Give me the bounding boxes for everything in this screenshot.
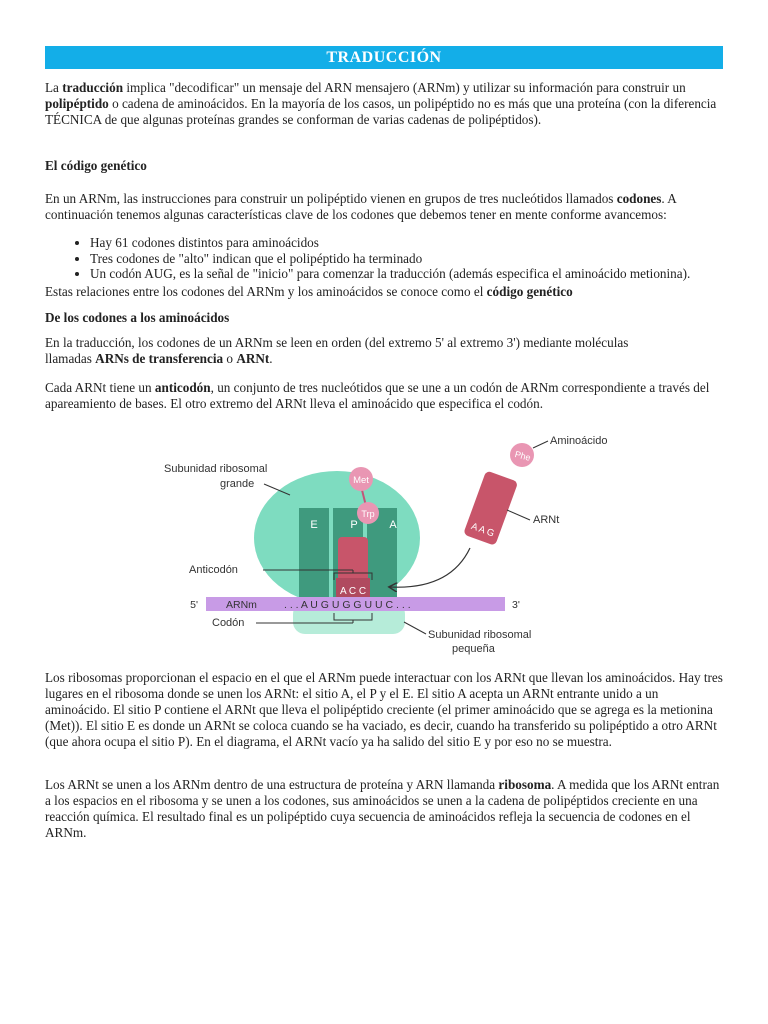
section-heading-codones-aminoacidos: De los codones a los aminoácidos bbox=[45, 310, 230, 325]
aminoacid-leader bbox=[533, 441, 548, 448]
large-subunit-label-2: grande bbox=[220, 478, 255, 490]
intro-text-3: o cadena de aminoácidos. En la mayoría de los casos, un polipéptido no es más que una proteína (con la diferencia TÉCNICA de que algunas proteínas grandes se conforman de varias cadenas de polipéptidos). bbox=[45, 96, 717, 127]
intro-bold-traduccion: traducción bbox=[62, 80, 124, 95]
section-heading-codigo-genetico: El código genético bbox=[45, 158, 147, 173]
section2-paragraph-2 bbox=[45, 380, 725, 412]
section1-paragraph-2 bbox=[45, 284, 725, 300]
phe-label: Phe bbox=[513, 449, 532, 463]
trna-leader bbox=[507, 510, 530, 520]
section2-p1-bold-arnt: ARNt bbox=[236, 351, 270, 366]
page-title: TRADUCCIÓN bbox=[45, 46, 723, 69]
mrna-label: ARNm bbox=[226, 599, 257, 611]
trp-label: Trp bbox=[361, 509, 375, 519]
ribosome-text-2: . A medida que los ARNt entran a los espacios en el ribosoma y se unen a los codones, sus aminoácidos se unen a la cadena de polipéptidos creciente en una reacción química. El resultado final es un polipéptido cuya secuencia de aminoácidos refleja la secuencia de codones en el ARNm. bbox=[45, 777, 720, 840]
intro-text-1: La bbox=[45, 80, 63, 95]
incoming-anticodon: A A G bbox=[469, 520, 496, 540]
section2-paragraph-1 bbox=[45, 335, 665, 367]
large-subunit-label-1: Subunidad ribosomal bbox=[164, 463, 268, 475]
incoming-trna bbox=[463, 470, 518, 546]
section2-p2-bold-anticodon: anticodón bbox=[154, 380, 211, 395]
section2-p1-text-2: o bbox=[223, 351, 237, 366]
ribosome-text-1: Los ARNt se unen a los ARNm dentro de una estructura de proteína y ARN llamanda bbox=[45, 777, 499, 792]
list-item: • Hay 61 codones distintos para aminoácidos bbox=[90, 235, 768, 251]
ribosome-bold: ribosoma bbox=[498, 777, 552, 792]
intro-bold-polipeptido: polipéptido bbox=[45, 96, 109, 111]
small-subunit-leader bbox=[404, 622, 426, 634]
section1-p2-bold-codigo: código genético bbox=[486, 284, 573, 299]
site-a-label: A bbox=[389, 519, 397, 531]
small-subunit-label-2: pequeña bbox=[452, 643, 495, 655]
met-label: Met bbox=[353, 475, 369, 486]
codon-features-list bbox=[45, 235, 768, 282]
section1-p2-text: Estas relaciones entre los codones del ARNm y los aminoácidos se conoce como el bbox=[45, 284, 487, 299]
codon-label: Codón bbox=[212, 617, 245, 629]
section2-p1-text-3: . bbox=[269, 351, 273, 366]
three-prime-label: 3' bbox=[512, 599, 520, 611]
section1-p1-bold-codones: codones bbox=[616, 191, 662, 206]
intro-paragraph bbox=[45, 80, 725, 128]
five-prime-label: 5' bbox=[190, 599, 198, 611]
list-item: • Tres codones de "alto" indican que el polipéptido ha terminado bbox=[90, 251, 768, 267]
section2-p2-text-1: Cada ARNt tiene un bbox=[45, 380, 155, 395]
intro-text-2: implica "decodificar" un mensaje del ARN mensajero (ARNm) y utilizar su información para construir un bbox=[123, 80, 686, 95]
aminoacid-label: Aminoácido bbox=[550, 435, 608, 447]
anticodon-sequence: A C C bbox=[339, 586, 367, 597]
section1-p1-text-2: . A continuación tenemos algunas características clave de los codones que debemos tener en mente conforme avancemos: bbox=[45, 191, 677, 222]
mrna-sequence: . . . A U G U G G U U C . . . bbox=[284, 599, 411, 611]
ribosome-paragraph bbox=[45, 777, 725, 841]
site-p-label: P bbox=[350, 519, 358, 531]
trna-label: ARNt bbox=[533, 514, 560, 526]
small-subunit-label-1: Subunidad ribosomal bbox=[428, 629, 532, 641]
ribosome-sites-paragraph: Los ribosomas proporcionan el espacio en el que el ARNm puede interactuar con los ARNt que llevan los aminoácidos. Hay tres lugares en el ribosoma donde se unen los ARNt: el sitio A, el P y el E. El sitio A acepta un ARNt entrante unido a un aminoácido. El sitio P contiene el ARNt que lleva el polipéptido creciente (el primer aminoácido que se agrega es la metionina (Met)). El sitio E es donde un ARNt se coloca cuando se ha vaciado, es decir, cuando ha transferido su polipéptido a otro ARNt (que ahora ocupa el sitio P). En el diagrama, el ARNt vacío ya ha salido del sitio E y por eso no se muestra. bbox=[45, 670, 723, 749]
translation-diagram bbox=[150, 430, 650, 655]
section2-p1-text-1: En la traducción, los codones de un ARNm se leen en orden (del extremo 5' al extremo 3') mediante moléculas llamadas bbox=[45, 335, 629, 366]
section2-p1-bold-arns: ARNs de transferencia bbox=[95, 351, 224, 366]
list-item: • Un codón AUG, es la señal de "inicio" para comenzar la traducción (además especifica el aminoácido metionina). bbox=[90, 266, 768, 282]
section1-p1-text-1: En un ARNm, las instrucciones para construir un polipéptido vienen en grupos de tres nucleótidos llamados bbox=[45, 191, 617, 206]
anticodon-label: Anticodón bbox=[189, 564, 238, 576]
site-e-label: E bbox=[310, 519, 318, 531]
section1-paragraph-1 bbox=[45, 191, 725, 223]
section2-p2-text-2: , un conjunto de tres nucleótidos que se une a un codón de ARNm correspondiente a través del apareamiento de bases. El otro extremo del ARNt lleva el aminoácido que especifica el codón. bbox=[45, 380, 710, 411]
